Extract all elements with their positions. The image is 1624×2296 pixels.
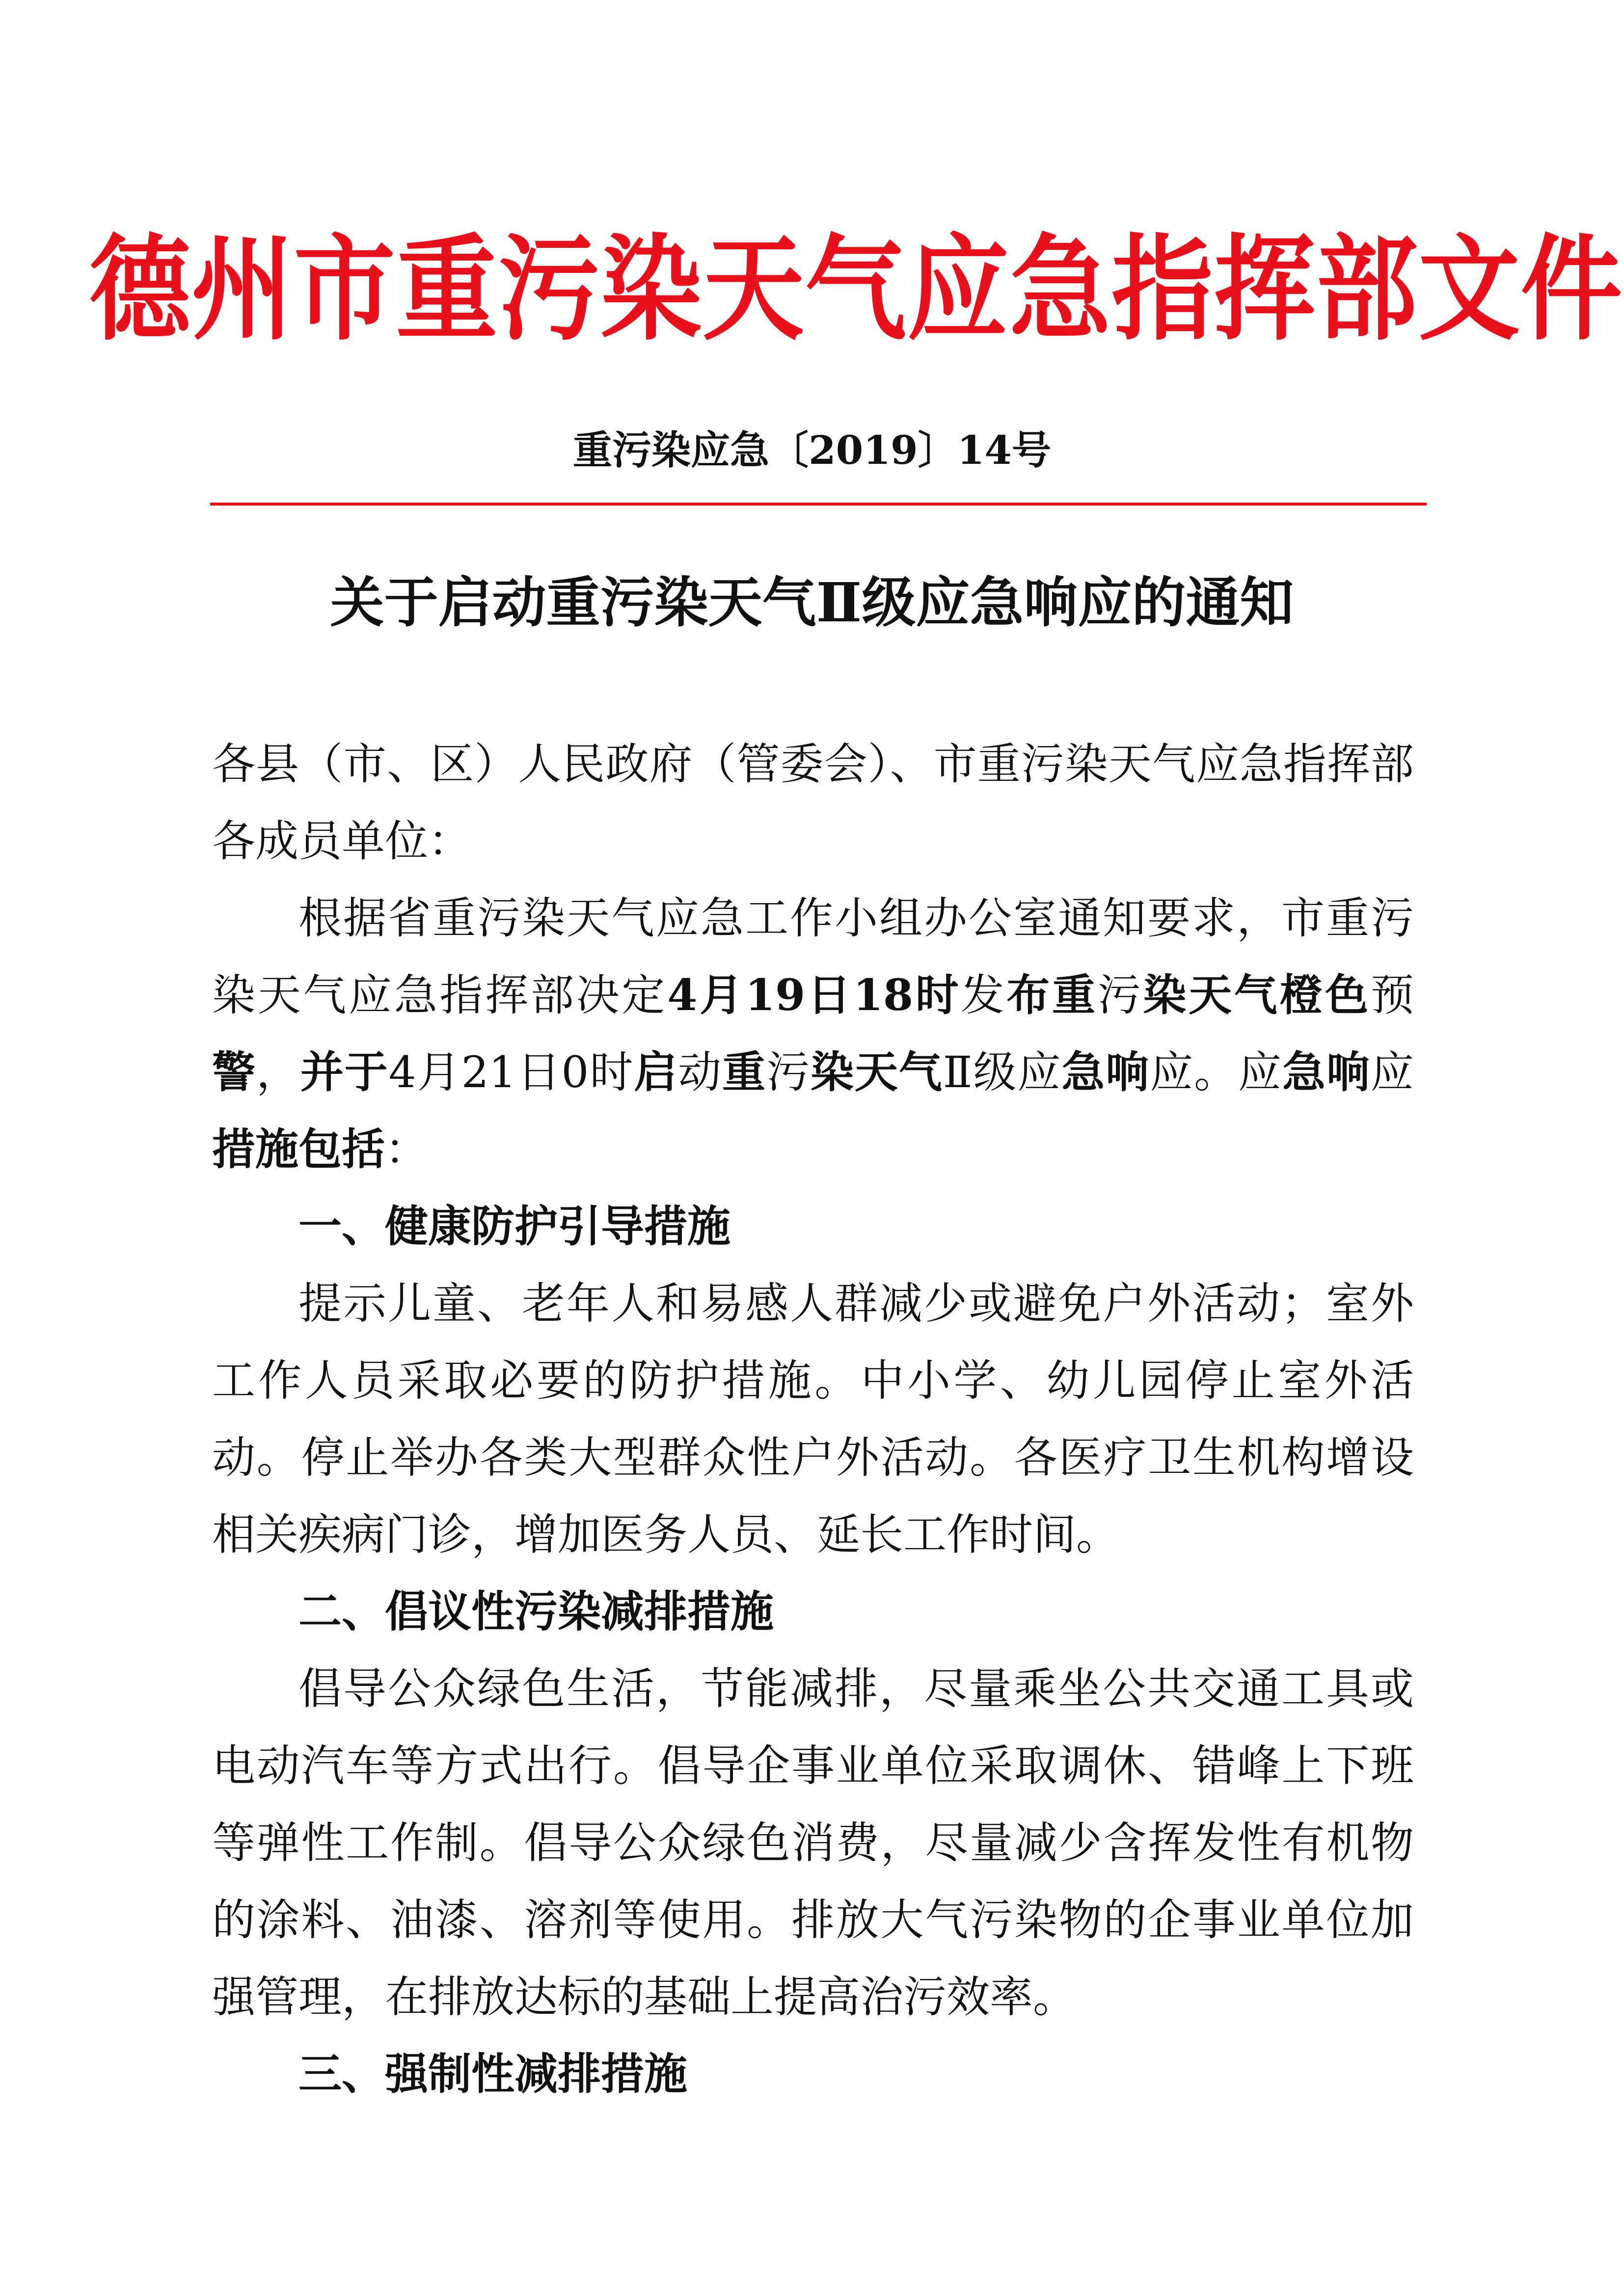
intro-text: 应 xyxy=(1370,1047,1414,1097)
intro-text: 根据省重污染天气应急工作小组办公室通知要求，市重污染天气应急指挥部决定 xyxy=(212,893,1414,1020)
section-text-voluntary: 倡导公众绿色生活，节能减排，尽量乘坐公共交通工具或电动汽车等方式出行。倡导企事业单位采取调休、错峰上下班等弹性工作制。倡导公众绿色消费，尽量减少含挥发性有机物的涂料、油漆、溶剂等使用。排放大气污染物的企事业单位加强管理，在排放达标的基础上提高治污效率。 xyxy=(212,1663,1414,2022)
intro-text: ， xyxy=(256,1047,300,1097)
section-heading-mandatory: 三、强制性减排措施 xyxy=(298,2049,688,2099)
intro-text: 预 xyxy=(1370,970,1414,1020)
intro-bold-text: 染天气橙色 xyxy=(1143,969,1371,1020)
document-number: 重污染应急〔2019〕14号 xyxy=(573,427,1051,473)
intro-bold-text: 警 xyxy=(212,1046,256,1097)
intro-bold-text: 措施包括 xyxy=(212,1123,385,1175)
intro-text: ： xyxy=(385,1124,429,1175)
section-heading-health: 一、健康防护引导措施 xyxy=(298,1201,731,1252)
notice-title: 关于启动重污染天气Ⅱ级应急响应的通知 xyxy=(330,571,1294,634)
intro-text: 发 xyxy=(961,970,1007,1020)
intro-bold-text: 启 xyxy=(634,1046,678,1097)
notice-body xyxy=(212,725,1414,2112)
intro-text: 污 xyxy=(766,1047,811,1097)
intro-text: Ⅱ级应 xyxy=(943,1047,1062,1097)
intro-bold-text: 重 xyxy=(722,1046,767,1097)
intro-bold-text: 染天气 xyxy=(811,1046,943,1097)
salutation: 各县（市、区）人民政府（管委会）、市重污染天气应急指挥部各成员单位： xyxy=(212,739,1414,866)
intro-bold-text: 急响 xyxy=(1061,1046,1150,1097)
red-divider-line xyxy=(210,503,1427,506)
intro-bold-text: 并于 xyxy=(300,1046,389,1097)
intro-bold-text: 布重 xyxy=(1006,969,1098,1020)
intro-bold-text: 急响 xyxy=(1282,1046,1371,1097)
section-heading-voluntary: 二、倡议性污染减排措施 xyxy=(298,1586,774,1637)
intro-text: 污 xyxy=(1097,970,1143,1020)
intro-paragraph xyxy=(212,880,1414,1188)
section-text-health: 提示儿童、老年人和易感人群减少或避免户外活动；室外工作人员采取必要的防护措施。中小学、幼儿园停止室外活动。停止举办各类大型群众性户外活动。各医疗卫生机构增设相关疾病门诊，增加医务人员、延长工作时间。 xyxy=(212,1278,1414,1560)
warning-issue-time: 4月19日18时 xyxy=(667,969,961,1020)
masthead-title: 德州市重污染天气应急指挥部文件 xyxy=(89,223,1623,356)
intro-text: 动 xyxy=(678,1047,723,1097)
intro-text: 应。应 xyxy=(1150,1047,1283,1097)
response-start-time: 4月21日0时 xyxy=(388,1047,634,1097)
